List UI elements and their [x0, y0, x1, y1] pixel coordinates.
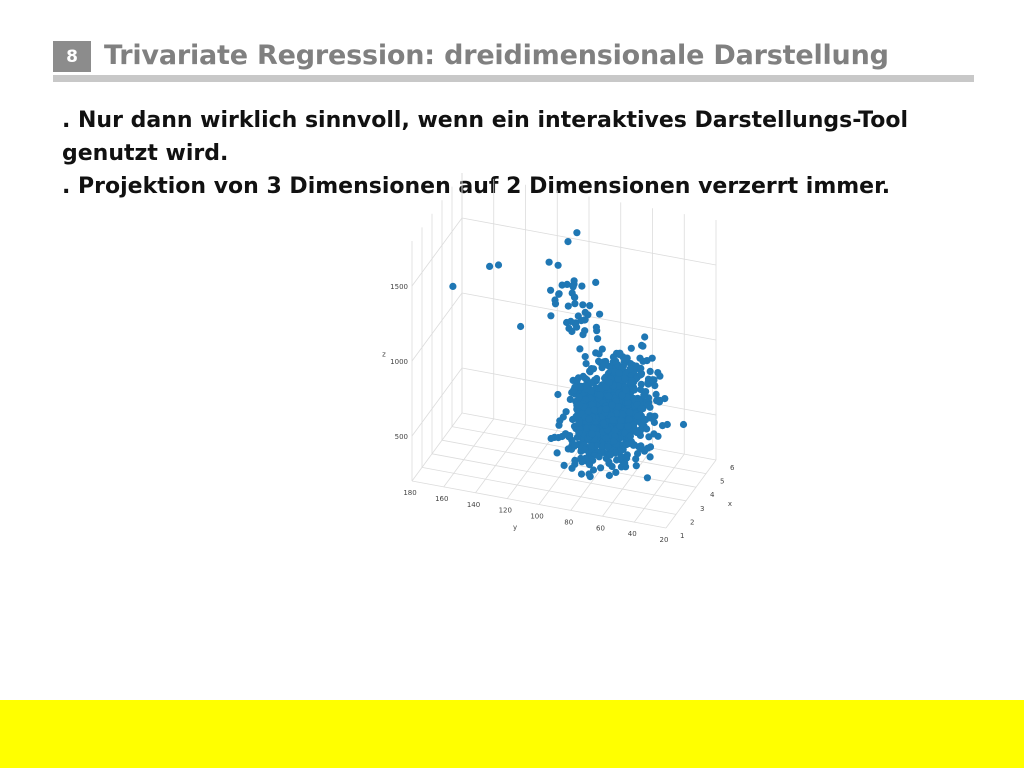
chart-points: [449, 229, 687, 481]
data-point: [647, 453, 654, 460]
data-point: [586, 302, 593, 309]
data-point: [567, 318, 574, 325]
data-point: [603, 435, 610, 442]
data-point: [546, 259, 553, 266]
data-point: [552, 300, 559, 307]
data-point: [486, 263, 493, 270]
data-point: [619, 411, 626, 418]
data-point: [622, 386, 629, 393]
data-point: [590, 365, 597, 372]
data-point: [576, 345, 583, 352]
data-point: [626, 409, 633, 416]
data-point: [659, 422, 666, 429]
data-point: [625, 416, 632, 423]
data-point: [609, 401, 616, 408]
side-wall-grid-line: [412, 293, 462, 361]
x-tick-label: 3: [700, 504, 705, 513]
data-point: [554, 449, 561, 456]
data-point: [628, 377, 635, 384]
data-point: [591, 406, 598, 413]
data-point: [578, 471, 585, 478]
data-point: [565, 445, 572, 452]
chart-grid: [412, 173, 716, 528]
data-point: [596, 453, 603, 460]
data-point: [582, 446, 589, 453]
data-point: [641, 333, 648, 340]
data-point: [571, 300, 578, 307]
data-point: [573, 229, 580, 236]
data-point: [599, 346, 606, 353]
data-point: [623, 441, 630, 448]
side-wall-grid-line: [412, 218, 462, 286]
data-point: [555, 291, 562, 298]
z-tick-label: 1000: [390, 358, 408, 366]
floor-grid-line: [412, 481, 666, 528]
data-point: [644, 474, 651, 481]
chart-ticks: [382, 283, 735, 544]
data-point: [582, 316, 589, 323]
data-point: [612, 358, 619, 365]
data-point: [580, 373, 587, 380]
data-point: [571, 441, 578, 448]
data-point: [603, 405, 610, 412]
data-point: [656, 398, 663, 405]
data-point: [568, 465, 575, 472]
data-point: [656, 373, 663, 380]
x-axis-label: x: [727, 499, 733, 508]
data-point: [548, 435, 555, 442]
data-point: [571, 294, 578, 301]
y-tick-label: 60: [596, 524, 605, 533]
data-point: [594, 335, 601, 342]
data-point: [547, 287, 554, 294]
data-point: [575, 419, 582, 426]
x-tick-label: 4: [710, 491, 715, 500]
data-point: [597, 464, 604, 471]
data-point: [582, 309, 589, 316]
y-axis-label: y: [513, 523, 518, 532]
data-point: [680, 421, 687, 428]
z-axis-label: z: [382, 350, 386, 359]
data-point: [623, 455, 630, 462]
data-point: [616, 370, 623, 377]
data-point: [592, 279, 599, 286]
data-point: [597, 392, 604, 399]
data-point: [609, 463, 616, 470]
data-point: [581, 327, 588, 334]
data-point: [449, 283, 456, 290]
data-point: [547, 312, 554, 319]
y-tick-label: 180: [403, 489, 417, 497]
data-point: [651, 413, 658, 420]
data-point: [616, 350, 623, 357]
data-point: [638, 445, 645, 452]
data-point: [567, 396, 574, 403]
data-point: [555, 262, 562, 269]
y-tick-label: 100: [530, 512, 544, 521]
data-point: [645, 402, 652, 409]
data-point: [633, 429, 640, 436]
data-point: [651, 419, 658, 426]
data-point: [642, 388, 649, 395]
data-point: [653, 391, 660, 398]
data-point: [627, 365, 634, 372]
data-point: [556, 417, 563, 424]
data-point: [609, 417, 616, 424]
data-point: [627, 433, 634, 440]
bullet-2: . Projektion von 3 Dimensionen auf 2 Dimensionen verzerrt immer.: [62, 174, 891, 199]
floor-grid-line: [412, 413, 462, 481]
data-point: [647, 368, 654, 375]
floor-grid-line: [444, 419, 494, 487]
y-tick-label: 80: [564, 518, 574, 527]
data-point: [621, 375, 628, 382]
data-point: [606, 472, 613, 479]
data-point: [588, 379, 595, 386]
data-point: [613, 456, 620, 463]
data-point: [633, 462, 640, 469]
z-tick-label: 1500: [390, 283, 408, 291]
data-point: [649, 355, 656, 362]
bullet-1: . Nur dann wirklich sinnvoll, wenn ein interaktives Darstellungs-Tool genutzt wird.: [62, 108, 909, 166]
x-tick-label: 1: [680, 532, 685, 540]
data-point: [628, 345, 635, 352]
data-point: [576, 401, 583, 408]
x-tick-label: 2: [690, 518, 695, 527]
z-tick-label: 500: [394, 433, 408, 441]
data-point: [554, 391, 561, 398]
data-point: [607, 452, 614, 459]
data-point: [495, 261, 502, 268]
y-tick-label: 40: [627, 530, 637, 539]
data-point: [571, 277, 578, 284]
data-point: [622, 356, 629, 363]
data-point: [570, 386, 577, 393]
floor-grid-line: [476, 425, 526, 493]
data-point: [517, 323, 524, 330]
data-point: [610, 438, 617, 445]
side-wall-grid-line: [412, 368, 462, 436]
data-point: [583, 360, 590, 367]
data-point: [637, 365, 644, 372]
data-point: [586, 416, 593, 423]
data-point: [582, 353, 589, 360]
data-point: [575, 393, 582, 400]
y-tick-label: 20: [659, 536, 669, 544]
data-point: [634, 413, 641, 420]
data-point: [615, 403, 622, 410]
data-point: [630, 442, 637, 449]
data-point: [564, 238, 571, 245]
y-tick-label: 160: [435, 494, 449, 503]
footer-band: [0, 700, 1024, 768]
data-point: [649, 376, 656, 383]
slide-title: Trivariate Regression: dreidimensionale Darstellung: [104, 40, 889, 71]
data-point: [600, 362, 607, 369]
data-point: [559, 282, 566, 289]
title-underline: [53, 75, 974, 82]
data-point: [588, 430, 595, 437]
slide-number: 8: [53, 41, 91, 72]
bullet-list: [62, 104, 1002, 203]
data-point: [638, 342, 645, 349]
data-point: [606, 379, 613, 386]
data-point: [624, 423, 631, 430]
data-point: [618, 417, 625, 424]
floor-grid-line: [634, 454, 684, 522]
data-point: [638, 405, 645, 412]
data-point: [604, 443, 611, 450]
data-point: [605, 393, 612, 400]
data-point: [586, 461, 593, 468]
data-point: [579, 301, 586, 308]
data-point: [565, 303, 572, 310]
data-point: [638, 371, 645, 378]
data-point: [639, 358, 646, 365]
x-tick-label: 5: [720, 477, 725, 486]
data-point: [593, 327, 600, 334]
data-point: [596, 311, 603, 318]
data-point: [592, 349, 599, 356]
data-point: [645, 433, 652, 440]
data-point: [561, 462, 568, 469]
data-point: [578, 283, 585, 290]
data-point: [559, 433, 566, 440]
data-point: [600, 420, 607, 427]
data-point: [588, 442, 595, 449]
data-point: [568, 328, 575, 335]
scatter-3d-chart[interactable]: [360, 283, 780, 630]
data-point: [647, 443, 654, 450]
y-tick-label: 120: [498, 506, 512, 515]
data-point: [578, 458, 585, 465]
x-tick-label: 6: [730, 464, 735, 472]
y-tick-label: 140: [466, 500, 481, 509]
data-point: [643, 425, 650, 432]
floor-grid-line: [422, 467, 676, 514]
data-point: [587, 473, 594, 480]
